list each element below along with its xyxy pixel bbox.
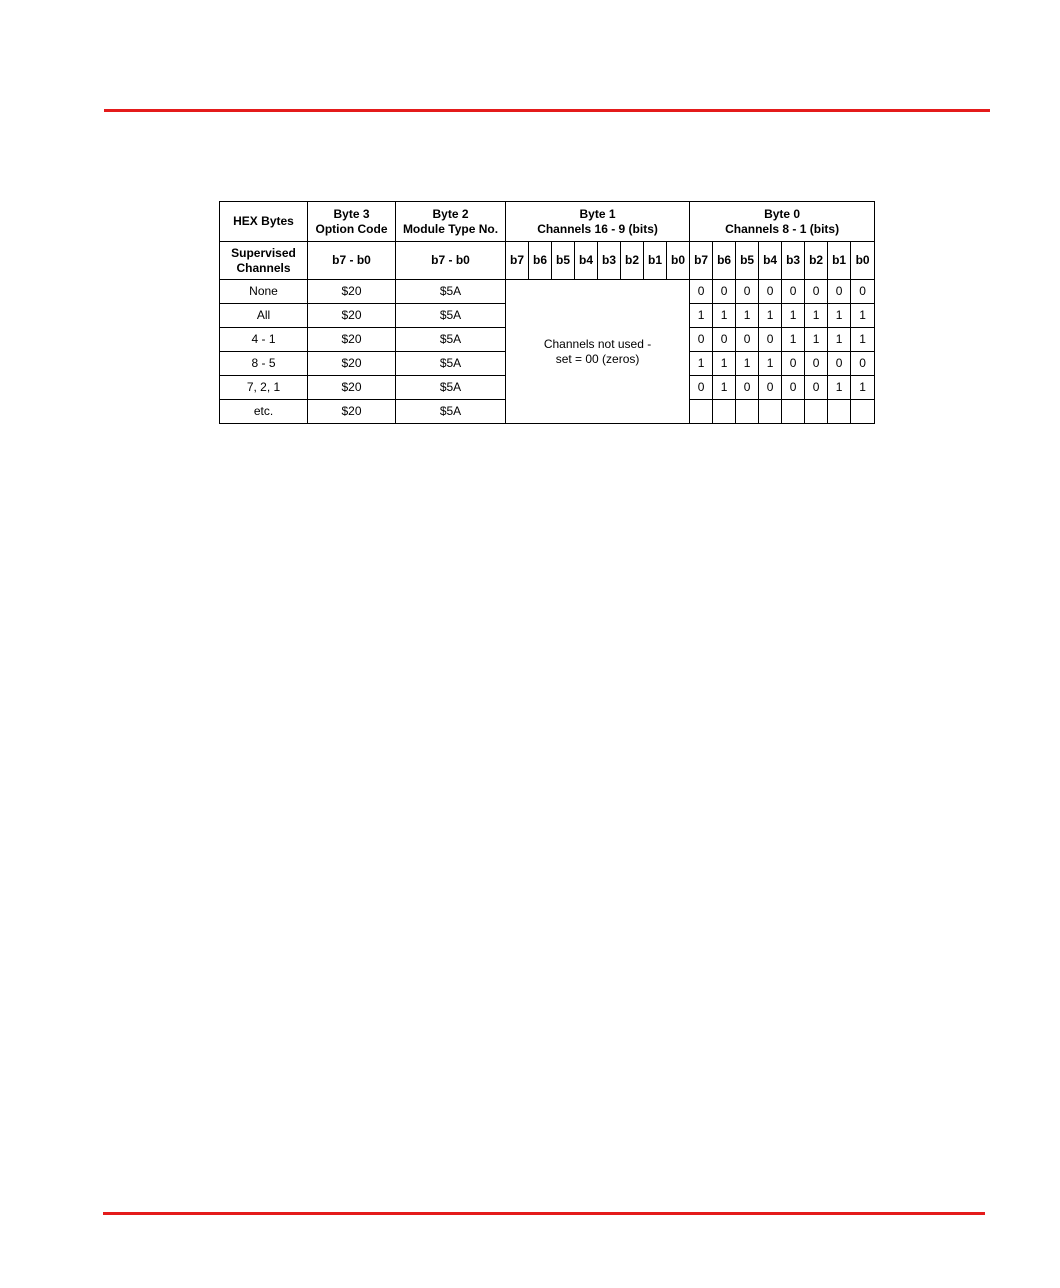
option-code-cell: $20 bbox=[308, 280, 396, 304]
supervised-channels-cell: 4 - 1 bbox=[220, 328, 308, 352]
byte0-bit-cell: 1 bbox=[851, 304, 875, 328]
byte0-bit-cell: 1 bbox=[828, 328, 851, 352]
header-byte0: Byte 0 Channels 8 - 1 (bits) bbox=[690, 202, 875, 242]
byte0-bit-cell: 1 bbox=[759, 352, 782, 376]
byte0-bit-cell: 0 bbox=[759, 328, 782, 352]
byte0-bit-cell: 1 bbox=[713, 376, 736, 400]
module-type-cell: $5A bbox=[396, 328, 506, 352]
supervised-channels-cell: etc. bbox=[220, 400, 308, 424]
supervised-channels-cell: 7, 2, 1 bbox=[220, 376, 308, 400]
byte0-bit-header: b1 bbox=[828, 242, 851, 280]
option-code-cell: $20 bbox=[308, 376, 396, 400]
byte0-bit-cell bbox=[782, 400, 805, 424]
header-row bbox=[220, 202, 875, 242]
byte0-bit-cell bbox=[759, 400, 782, 424]
byte0-bit-cell: 0 bbox=[736, 280, 759, 304]
byte0-bit-cell: 0 bbox=[782, 352, 805, 376]
byte0-bit-cell bbox=[690, 400, 713, 424]
byte0-bit-header: b6 bbox=[713, 242, 736, 280]
byte0-bit-cell bbox=[828, 400, 851, 424]
byte0-bit-header: b4 bbox=[759, 242, 782, 280]
byte0-bit-cell: 0 bbox=[805, 352, 828, 376]
byte0-bit-cell: 0 bbox=[690, 280, 713, 304]
byte1-bit-header: b1 bbox=[644, 242, 667, 280]
byte0-bit-cell: 0 bbox=[713, 328, 736, 352]
supervised-channels-table bbox=[219, 201, 875, 424]
byte0-bit-cell: 0 bbox=[759, 280, 782, 304]
byte0-bit-cell: 0 bbox=[851, 352, 875, 376]
byte0-bit-cell: 0 bbox=[759, 376, 782, 400]
byte0-bit-cell: 0 bbox=[805, 280, 828, 304]
byte0-bit-cell: 0 bbox=[782, 376, 805, 400]
byte0-bit-cell: 0 bbox=[736, 376, 759, 400]
header-byte1: Byte 1 Channels 16 - 9 (bits) bbox=[506, 202, 690, 242]
byte0-bit-cell: 0 bbox=[851, 280, 875, 304]
byte0-bit-cell: 0 bbox=[828, 352, 851, 376]
header-hex-bytes: HEX Bytes bbox=[220, 202, 308, 242]
subheader-supervised-channels: Supervised Channels bbox=[220, 242, 308, 280]
byte0-bit-cell bbox=[736, 400, 759, 424]
byte0-bit-header: b0 bbox=[851, 242, 875, 280]
byte1-bit-header: b0 bbox=[667, 242, 690, 280]
byte0-bit-cell: 1 bbox=[736, 304, 759, 328]
module-type-cell: $5A bbox=[396, 280, 506, 304]
supervised-channels-cell: 8 - 5 bbox=[220, 352, 308, 376]
bottom-red-rule bbox=[103, 1212, 985, 1215]
module-type-cell: $5A bbox=[396, 400, 506, 424]
byte0-bit-cell: 1 bbox=[805, 304, 828, 328]
top-red-rule bbox=[104, 109, 990, 112]
byte1-bit-header: b2 bbox=[621, 242, 644, 280]
byte0-bit-header: b2 bbox=[805, 242, 828, 280]
byte1-bit-header: b7 bbox=[506, 242, 529, 280]
byte1-bit-header: b6 bbox=[529, 242, 552, 280]
module-type-cell: $5A bbox=[396, 376, 506, 400]
subheader-byte2-range: b7 - b0 bbox=[396, 242, 506, 280]
byte0-bit-cell: 1 bbox=[713, 304, 736, 328]
byte1-bit-header: b4 bbox=[575, 242, 598, 280]
byte0-bit-cell: 0 bbox=[713, 280, 736, 304]
byte0-bit-cell: 0 bbox=[690, 328, 713, 352]
byte0-bit-cell: 1 bbox=[828, 304, 851, 328]
byte0-bit-header: b7 bbox=[690, 242, 713, 280]
subheader-byte3-range: b7 - b0 bbox=[308, 242, 396, 280]
header-byte2: Byte 2 Module Type No. bbox=[396, 202, 506, 242]
subheader-row bbox=[220, 242, 875, 280]
byte0-bit-cell: 1 bbox=[690, 352, 713, 376]
supervised-channels-cell: All bbox=[220, 304, 308, 328]
byte0-bit-cell bbox=[851, 400, 875, 424]
byte1-unused-note: Channels not used - set = 00 (zeros) bbox=[506, 280, 690, 424]
byte0-bit-cell: 0 bbox=[690, 376, 713, 400]
supervised-channels-cell: None bbox=[220, 280, 308, 304]
byte0-bit-cell: 0 bbox=[828, 280, 851, 304]
byte0-bit-cell: 1 bbox=[759, 304, 782, 328]
byte0-bit-cell: 1 bbox=[851, 376, 875, 400]
byte0-bit-cell: 1 bbox=[782, 304, 805, 328]
byte0-bit-cell: 0 bbox=[736, 328, 759, 352]
byte1-bit-header: b5 bbox=[552, 242, 575, 280]
option-code-cell: $20 bbox=[308, 304, 396, 328]
byte0-bit-cell: 1 bbox=[690, 304, 713, 328]
option-code-cell: $20 bbox=[308, 400, 396, 424]
byte0-bit-cell: 1 bbox=[851, 328, 875, 352]
byte0-bit-header: b3 bbox=[782, 242, 805, 280]
byte0-bit-cell: 0 bbox=[782, 280, 805, 304]
module-type-cell: $5A bbox=[396, 304, 506, 328]
byte0-bit-cell: 0 bbox=[805, 376, 828, 400]
option-code-cell: $20 bbox=[308, 328, 396, 352]
byte1-bit-header: b3 bbox=[598, 242, 621, 280]
option-code-cell: $20 bbox=[308, 352, 396, 376]
byte0-bit-cell: 1 bbox=[805, 328, 828, 352]
byte0-bit-cell: 1 bbox=[828, 376, 851, 400]
byte0-bit-cell: 1 bbox=[736, 352, 759, 376]
module-type-cell: $5A bbox=[396, 352, 506, 376]
table-row bbox=[220, 280, 875, 304]
byte0-bit-header: b5 bbox=[736, 242, 759, 280]
header-byte3: Byte 3 Option Code bbox=[308, 202, 396, 242]
byte0-bit-cell bbox=[805, 400, 828, 424]
byte0-bit-cell bbox=[713, 400, 736, 424]
byte0-bit-cell: 1 bbox=[713, 352, 736, 376]
byte0-bit-cell: 1 bbox=[782, 328, 805, 352]
